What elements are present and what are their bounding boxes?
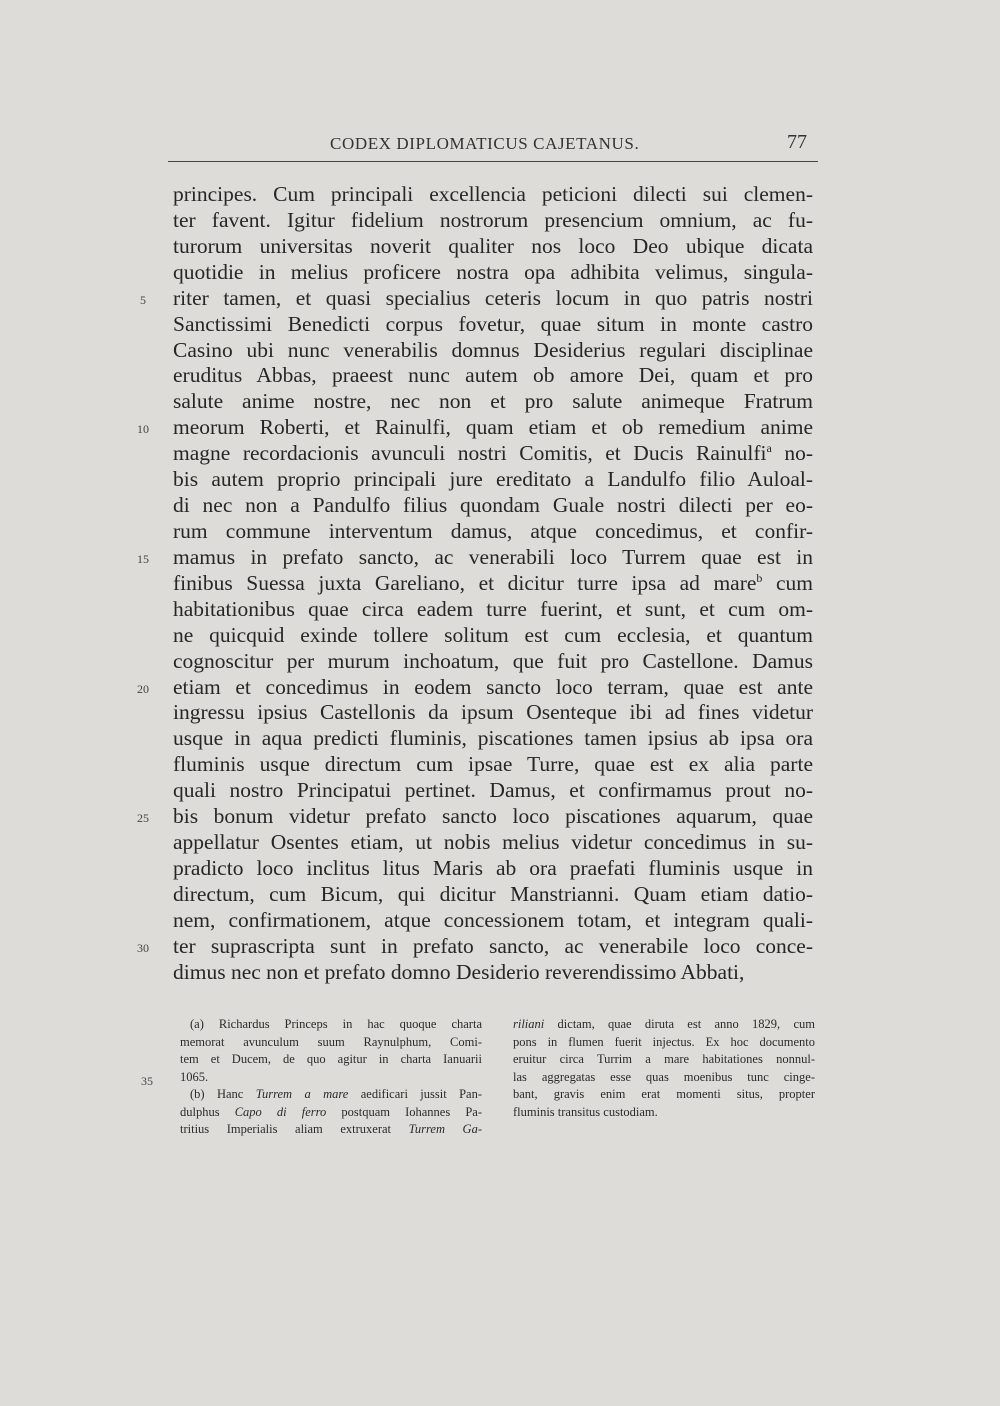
text-line: salute anime nostre, nec non et pro salute animeque Fratrum [173,389,813,414]
text-line: dimus nec non et prefato domno Desiderio reverendissimo Abbati, [173,959,745,984]
text-line: nem, confirmationem, atque concessionem totam, et integram quali- [173,907,813,932]
text-line: eruditus Abbas, praeest nunc autem ob amore Dei, quam et pro [173,363,813,388]
footnote-column-left [180,1016,482,1139]
footnote-line: tem et Ducem, de quo agitur in charta Ianuarii [180,1052,482,1066]
header-rule [168,161,818,162]
footnote-column-right [513,1016,815,1121]
body-text [137,182,813,986]
text-line: principes. Cum principali excellencia peticioni dilecti sui clemen- [173,182,813,206]
line-number: 30 [137,940,149,955]
line-number: 10 [137,422,149,437]
footnote-marker: a [766,441,772,456]
line-number: 15 [137,551,149,566]
footnote-line: las aggregatas esse quas moenibus tunc cinge- [513,1069,815,1084]
line-number: 20 [137,681,149,696]
footnote-line: dulphus Capo di ferro postquam Iohannes Pa- [180,1104,482,1119]
text-line: quali nostro Principatui pertinet. Damus, et confirmamus prout no- [173,778,813,803]
text-line: Casino ubi nunc venerabilis domnus Desiderius regulari disciplinae [173,337,813,362]
footnote-line: (a) Richardus Princeps in hac quoque charta [190,1017,482,1031]
text-line: bis autem proprio principali jure ereditato a Landulfo filio Auloal- [173,467,813,492]
text-line: di nec non a Pandulfo filius quondam Guale nostri dilecti per eo- [173,493,813,518]
line-number: 25 [137,811,149,826]
text-line: cognoscitur per murum inchoatum, que fuit pro Castellone. Damus [173,648,813,673]
text-line: 5 riter tamen, et quasi specialius ceteris locum in quo patris nostri [173,286,813,312]
line-number: 5 [140,292,146,307]
text-line: 20 etiam et concedimus in eodem sancto loco terram, quae est ante [173,675,813,701]
footnote-line: eruitur circa Turrim a mare habitationes nonnul- [513,1052,815,1066]
text-line: 10 meorum Roberti, et Rainulfi, quam etiam et ob remedium anime [173,415,813,441]
running-head: CODEX DIPLOMATICUS CAJETANUS. [330,134,640,153]
text-line: directum, cum Bicum, qui dicitur Manstrianni. Quam etiam datio- [173,881,813,906]
text-line: ter favent. Igitur fidelium nostrorum presencium omnium, ac fu- [173,207,813,232]
text-line: 25 bis bonum videtur prefato sancto loco piscationes aquarum, quae [173,804,813,830]
footnote-line: riliani dictam, quae diruta est anno 1829, cum [513,1017,815,1031]
footnote-line: 1065. [180,1069,209,1084]
text-line: turorum universitas noverit qualiter nos loco Deo ubique dicata [173,233,813,258]
footnote-marker: b [756,570,763,585]
text-line: quotidie in melius proficere nostra opa adhibita velimus, singula- [173,259,813,284]
footnote-line: (b) Hanc Turrem a mare aedificari jussit Pan- [190,1087,482,1101]
text-line: magne recordacionis avunculi nostri Comitis, et Ducis Rainulfi$^a$ no- [173,441,813,466]
text-line: pradicto loco inclitus litus Maris ab ora praefati fluminis usque in [173,855,813,880]
text-line: 15 mamus in prefato sancto, ac venerabili loco Turrem quae est in [173,545,813,571]
text-line: usque in aqua predicti fluminis, piscationes tamen ipsius ab ipsa ora [173,726,813,751]
footnote-line: pons in flumen fuerit injectus. Ex hoc documento [513,1034,815,1049]
footnote-line: tritius Imperialis aliam extruxerat Turrem Ga- [180,1122,483,1136]
text-line: rum commune interventum damus, atque concedimus, et confir- [173,518,813,543]
text-line: habitationibus quae circa eadem turre fuerint, et sunt, et cum om- [173,596,813,621]
text-line: finibus Suessa juxta Gareliano, et dicitur turre ipsa ad mare$^b$ cum [173,570,813,595]
page-header [170,130,815,160]
text-line: appellatur Osentes etiam, ut nobis melius videtur concedimus in su- [173,830,813,855]
footnote-line: memorat avunculum suum Raynulphum, Comi- [180,1034,482,1049]
text-line: ingressu ipsius Castellonis da ipsum Osenteque ibi ad fines videtur [173,700,813,725]
text-line: Sanctissimi Benedicti corpus fovetur, quae situm in monte castro [173,311,813,336]
footnote-line: fluminis transitus custodiam. [513,1104,658,1119]
footnote-line: bant, gravis enim erat momenti situs, propter [513,1087,815,1101]
page-number: 77 [787,131,807,153]
text-line: ne quicquid exinde tollere solitum est cum ecclesia, et quantum [173,622,813,647]
text-line: fluminis usque directum cum ipsae Turre, quae est ex alia parte [173,752,813,777]
text-line: 30 ter suprascripta sunt in prefato sancto, ac venerabile loco conce- [173,934,813,960]
line-number: 35 [141,1074,153,1088]
